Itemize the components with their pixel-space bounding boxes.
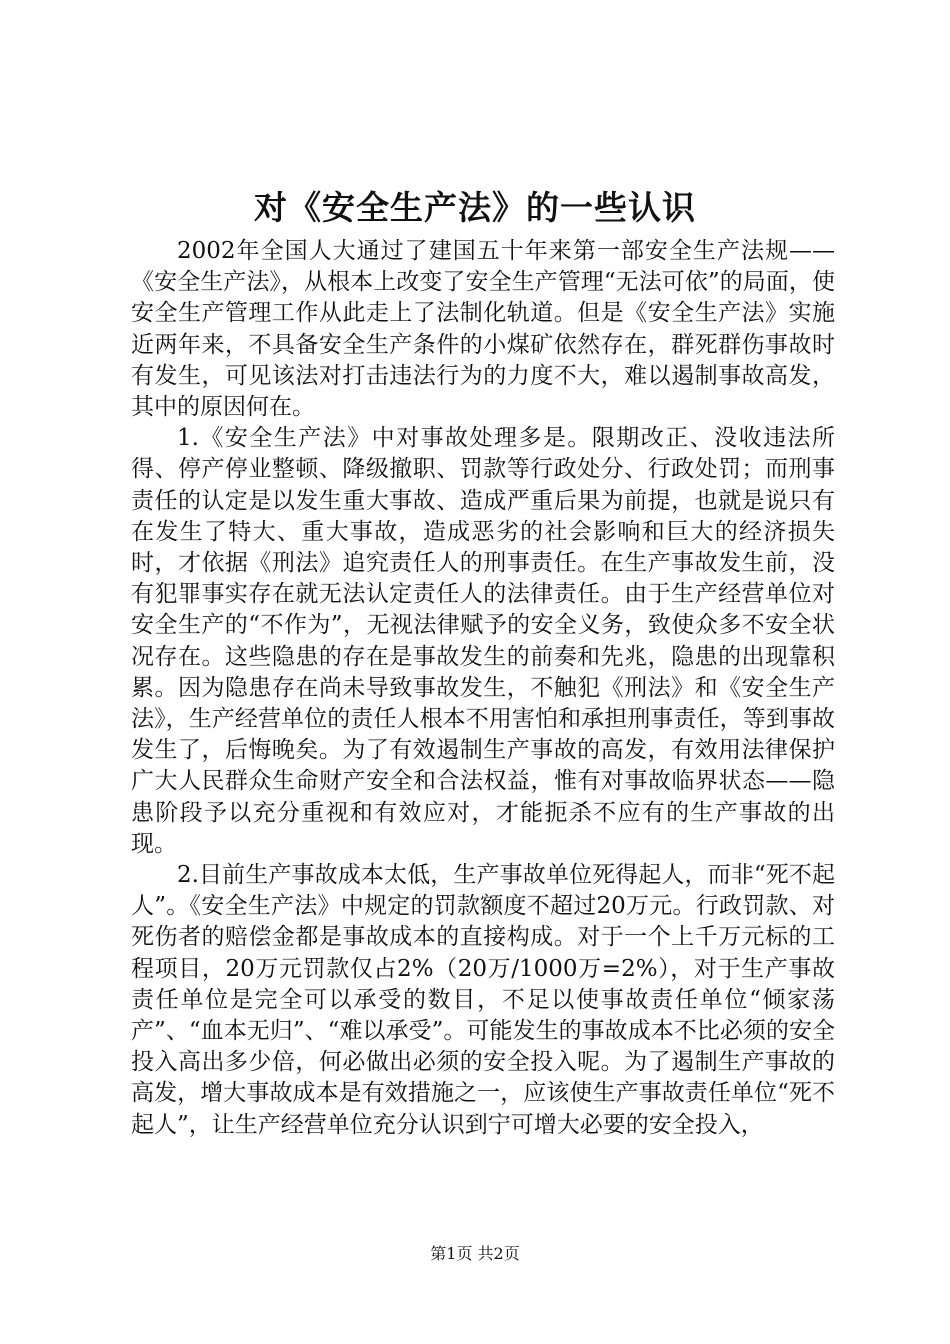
- document-body: [131, 236, 835, 1141]
- document-title: 对《安全生产法》的一些认识: [254, 188, 696, 227]
- paragraph-intro: 2002年全国人大通过了建国五十年来第一部安全生产法规——《安全生产法》，从根本上改变了安全生产管理“无法可依”的局面，使安全生产管理工作从此走上了法制化轨道。但是《安全生产法》实施近两年来，不具备安全生产条件的小煤矿依然存在，群死群伤事故时有发生，可见该法对打击违法行为的力度不大，难以遏制事故高发，其中的原因何在。: [131, 238, 835, 421]
- paragraph-point-1: 1.《安全生产法》中对事故处理多是。限期改正、没收违法所得、停产停业整顿、降级撤职、罚款等行政处分、行政处罚；而刑事责任的认定是以发生重大事故、造成严重后果为前提，也就是说只有在发生了特大、重大事故，造成恶劣的社会影响和巨大的经济损失时，才依据《刑法》追究责任人的刑事责任。在生产事故发生前，没有犯罪事实存在就无法认定责任人的法律责任。由于生产经营单位对安全生产的“不作为”，无视法律赋予的安全义务，致使众多不安全状况存在。这些隐患的存在是事故发生的前奏和先兆，隐患的出现靠积累。因为隐患存在尚未导致事故发生，不触犯《刑法》和《安全生产法》，生产经营单位的责任人根本不用害怕和承担刑事责任，等到事故发生了，后悔晚矣。为了有效遏制生产事故的高发，有效用法律保护广大人民群众生命财产安全和合法权益，惟有对事故临界状态——隐患阶段予以充分重视和有效应对，才能扼杀不应有的生产事故的出现。: [131, 425, 835, 857]
- paragraph-point-2: 2.目前生产事故成本太低，生产事故单位死得起人，而非“死不起人”。《安全生产法》中规定的罚款额度不超过20万元。行政罚款、对死伤者的赔偿金都是事故成本的直接构成。对于一个上千万元标的工程项目，20万元罚款仅占2%（20万/1000万=2%），对于生产事故责任单位是完全可以承受的数目，不足以使事故责任单位“倾家荡产”、“血本无归”、“难以承受”。可能发生的事故成本不比必须的安全投入高出多少倍，何必做出必须的安全投入呢。为了遏制生产事故的高发，增大事故成本是有效措施之一，应该使生产事故责任单位“死不起人”，让生产经营单位充分认识到宁可增大必要的安全投入，: [131, 862, 835, 1138]
- page-number-footer: 第1页 共2页: [430, 1244, 520, 1263]
